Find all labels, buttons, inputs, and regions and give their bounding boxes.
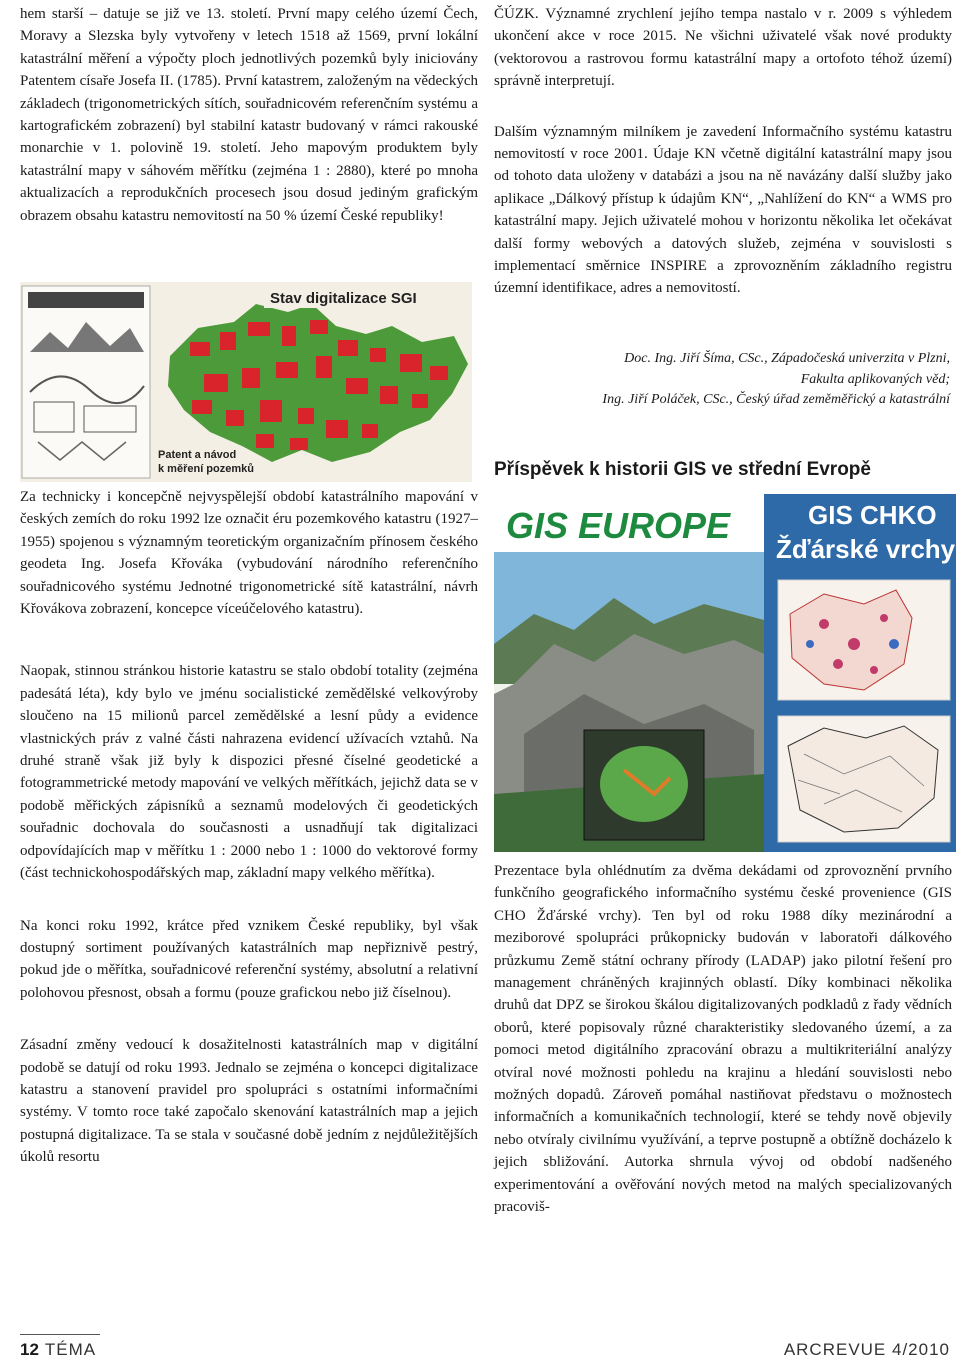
figure-gis-covers <box>494 494 956 852</box>
issue-label: ARCREVUE 4/2010 <box>783 1340 950 1359</box>
paragraph: ČÚZK. Významné zrychlení jejího tempa nastalo v r. 2009 s výhledem ukončení akce v roce 2015. Ne všichni uživatelé však nové produkty (vektorovou a rastrovou formu katastrální mapy a ortofoto téhož území) správně interpretují. <box>494 6 952 90</box>
chko-subtitle: Žďárské vrchy <box>776 534 956 564</box>
right-column-body <box>494 860 952 1219</box>
chko-title: GIS CHKO <box>808 500 937 530</box>
paragraph: Za technicky i koncepčně nejvyspělejší období katastrálního mapování v českých zemích do roku 1992 lze označit éru pozemkového katastru (1927–1955) spojenou s významným teoretickým organizačním přínosem českého geodeta Ing. Josefa Křováka (vybudování národního referenčního souřadnicového systému Jednotné trigonometrické sítě katastrální, návrh Křovákova zobrazení, koncepce víceúčelového katastru). <box>20 489 478 618</box>
page-number: 12 <box>20 1340 39 1359</box>
paragraph: Prezentace byla ohlédnutím za dvěma dekádami od zprovoznění prvního funkčního geografického informačního systému české provenience (GIS CHO Žďárské vrchy). Ten byl od roku 1988 díky mezinárodní a meziborové spolupráci průkopnicky budován v laboratoři dálkového průzkumu Země státní ochrany přírody (LADAP) jako pilotní řešení pro management chráněných krajinných oblastí. Díky kombinaci několika druhů dat DPZ se širokou škálou digitalizovaných podkladů z řady vědních oborů, které popisovaly různé charakteristiky sledovaného území, a za pomoci metod digitálního zpracování obrazu a multikriteriální analýzy otvíral nové možnosti pohledu na krajinu a hledání souvislosti nebo možných dopadů. Zároveň pomáhal nastiňovat představu o možnostech informačních a komunikačních technologií, které se tehdy nově objevily nebo otvíraly civilnímu využívání, a teprve postupně a obtížně docházelo k jejich sbližování. Autorka shrnula vývoj od období nadšeného experimentování a ověřování nových metod na malých specializovaných pracoviš- <box>494 863 952 1216</box>
figure-gis-graphic <box>494 494 956 852</box>
paragraph: Na konci roku 1992, krátce před vznikem České republiky, byl však dostupný sortiment používaných katastrálních map nepřiznivě pestrý, pokud jde o měřítka, souřadnicové referenční systémy, absolutní a relativní polohovou přesnost, obsah a formu (pouze grafickou nebo již číselnou). <box>20 917 478 1001</box>
figure-digitization-map <box>20 282 472 482</box>
right-column-top <box>494 3 952 300</box>
paragraph: Zásadní změny vedoucí k dosažitelnosti katastrálních map v digitální podobě se datují od roku 1993. Jednalo se zejména o koncepci digitalizace katastru a stanovení pravidel pro spolupráci s ostatními informačními systémy. V tomto roce také započalo skenování katastrálních map a jejich postupná digitalizace. Ta se stala v současné době jedním z nejdůležitějších úkolů resortu <box>20 1037 478 1166</box>
patent-caption-line1: Patent a návod <box>158 449 237 461</box>
left-column-body <box>20 486 478 1169</box>
gis-europe-title: GIS EUROPE <box>506 505 731 546</box>
signature-line: Ing. Jiří Poláček, CSc., Český úřad zeměměřický a katastrální <box>602 392 950 407</box>
section-label: TÉMA <box>44 1340 97 1359</box>
author-signature <box>480 349 950 411</box>
patent-caption-line2: k měření pozemků <box>158 463 254 475</box>
signature-line: Doc. Ing. Jiří Šíma, CSc., Západočeská univerzita v Plzni, <box>624 351 950 366</box>
signature-line: Fakulta aplikovaných věd; <box>800 371 950 387</box>
section-heading: Příspěvek k historii GIS ve střední Evropě <box>494 459 871 480</box>
map-title: Stav digitalizace SGI <box>270 290 417 307</box>
paragraph: Naopak, stinnou stránkou historie katastru se stalo období totality (zejména padesátá léta), kdy bylo ve jménu socialistické zemědělské velkovýroby sloučeno na 15 milionů parcel zemědělské a lesní půdy a evidence vlastnických práv z valné části nahrazena evidencí užívacích vztahů. Na druhé straně však již byly k dispozici přesné číselné geodetické a fotogrammetrické metody mapování ve velkých měřítkách, jejichž data se v podobě měřických zápisníků a seznamů modelových či geodetických souřadnic dochovala do současnosti a usnadňují tak digitalizaci odpovídajících map v měřítku 1 : 2000 nebo 1 : 1000 do vektorové formy (část technickohospodářských map, základní mapy velkého měřítka). <box>20 663 478 882</box>
paragraph: Dalším významným milníkem je zavedení Informačního systému katastru nemovitostí v roce 2001. Údaje KN včetně digitální katastrální mapy jsou od tohoto data uloženy v databázi a jsou na ně navázány další služby jako aplikace „Dálkový přístup k údajům KN“, „Nahlížení do KN“ a WMS pro katastrální mapy. Jejich uživatelé mohou v horizontu několika let očekávat další formy webových a datových služeb, zejména v souvislosti s implementací směrnice INSPIRE a zprovozněním základního registru územní identifikace, adres a nemovitostí. <box>494 123 952 297</box>
footer-left <box>20 1340 96 1360</box>
left-column-top <box>20 3 478 227</box>
paragraph: hem starší – datuje se již ve 13. století. První mapy celého území Čech, Moravy a Slezska byly vytvořeny v letech 1518 až 1569, první lokální katastrální měření a výpočty ploch jednotlivých pozemků byly iniciovány Patentem císaře Josefa II. (1785). První katastrem, založeným na vědeckých základech (trigonometrických sítích, souřadnicovém referenčním systému a kartografickém zobrazení) byl stabilní katastr budovaný v rámci rakouské monarchie v 1. polovině 19. století. Jeho mapovým produktem byly katastrální mapy v sáhovém měřítku (zejména 1 : 2880), které po mnoha aktualizacích a reprodukčních procesech jsou dosud jediným grafickým obrazem obsahu katastru nemovitostí na 50 % území České republiky! <box>20 6 478 224</box>
footer-rule <box>20 1334 100 1335</box>
figure-digitization-graphic <box>20 282 472 482</box>
